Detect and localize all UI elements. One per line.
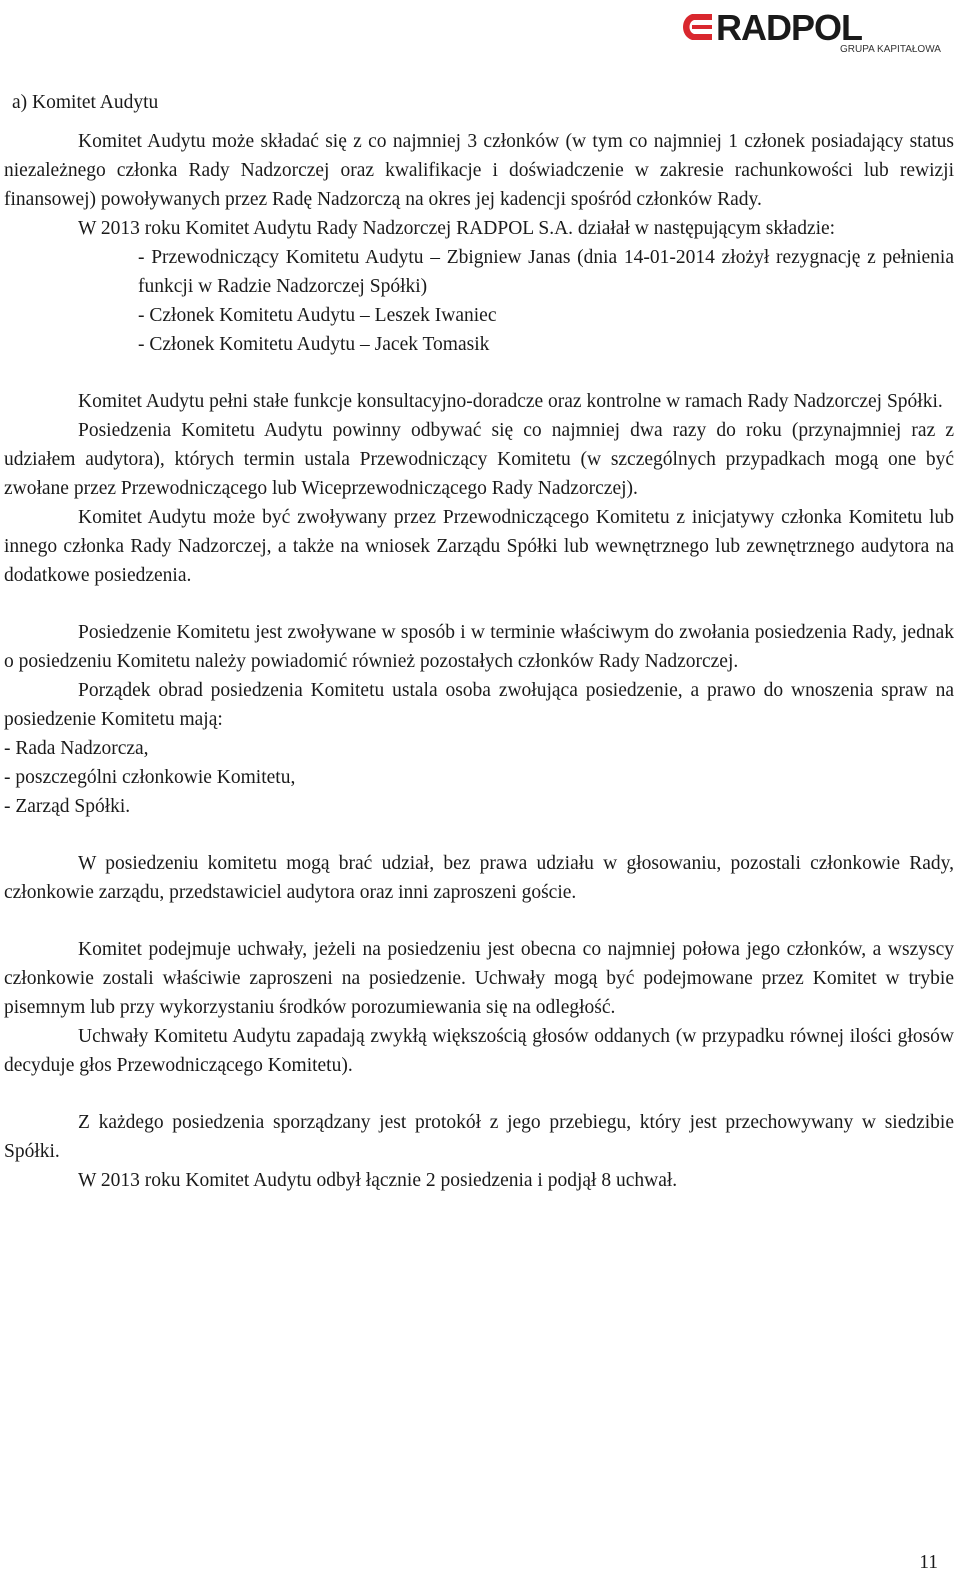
list-item: - poszczególni członkowie Komitetu, (4, 767, 296, 788)
rights-list (4, 734, 954, 821)
list-item: - Członek Komitetu Audytu – Leszek Iwaniec (138, 305, 497, 326)
paragraph-participants: W posiedzeniu komitetu mogą brać udział, bez prawa udziału w głosowaniu, pozostali członkowie Rady, członkowie zarządu, przedstawiciel audytora oraz inni zaproszeni goście. (4, 853, 954, 903)
paragraph-composition: Komitet Audytu może składać się z co najmniej 3 członków (w tym co najmniej 1 członek posiadający status niezależnego członka Rady Nadzorczej oraz kwalifikacje i doświadczenie w zakresie rachunkowości lub rewizji finansowej) powoływanych przez Radę Nadzorczą na okres jej kadencji spośród członków Rady. (4, 131, 954, 210)
paragraph-resolutions: Komitet podejmuje uchwały, jeżeli na posiedzeniu jest obecna co najmniej połowa jego członków, a wszyscy członkowie zostali właściwie zaproszeni na posiedzenie. Uchwały mogą być podejmowane przez Komitet w trybie pisemnym lub przy wykorzystaniu środków porozumiewania się na odległość. (4, 939, 954, 1018)
list-item: - Członek Komitetu Audytu – Jacek Tomasik (138, 334, 490, 355)
paragraph-meetings: Posiedzenia Komitetu Audytu powinny odbywać się co najmniej dwa razy do roku (przynajmniej raz z udziałem audytora), których termin ustala Przewodniczący Komitetu (w szczególnych przypadkach mogą one być zwołane przez Przewodniczącego lub Wiceprzewodniczącego Rady Nadzorczej). (4, 420, 954, 499)
paragraph-minutes: Z każdego posiedzenia sporządzany jest protokół z jego przebiegu, który jest przechowywany w siedzibie Spółki. (4, 1112, 954, 1162)
paragraph-voting: Uchwały Komitetu Audytu zapadają zwykłą większością głosów oddanych (w przypadku równej ilości głosów decyduje głos Przewodniczącego Komitetu). (4, 1026, 954, 1076)
section-heading: a) Komitet Audytu (12, 92, 159, 113)
logo-wordmark: RADPOL (716, 7, 862, 48)
list-item: - Przewodniczący Komitetu Audytu – Zbigniew Janas (dnia 14-01-2014 złożył rezygnację z pełnienia funkcji w Radzie Nadzorczej Spółki) (138, 247, 954, 297)
paragraph-members-intro: W 2013 roku Komitet Audytu Rady Nadzorczej RADPOL S.A. działał w następującym składzie: (78, 218, 836, 239)
paragraph-convening: Komitet Audytu może być zwoływany przez Przewodniczącego Komitetu z inicjatywy członka Komitetu lub innego członka Rady Nadzorczej, a także na wniosek Zarządu Spółki lub wewnętrznego lub zewnętrznego audytora na dodatkowe posiedzenia. (4, 507, 954, 586)
paragraph-agenda: Porządek obrad posiedzenia Komitetu ustala osoba zwołująca posiedzenie, a prawo do wnoszenia spraw na posiedzenie Komitetu mają: (4, 680, 954, 730)
list-item: - Rada Nadzorcza, (4, 738, 149, 759)
list-item: - Zarząd Spółki. (4, 796, 131, 817)
paragraph-meeting-notice: Posiedzenie Komitetu jest zwoływane w sposób i w terminie właściwym do zwołania posiedzenia Rady, jednak o posiedzeniu Komitetu należy powiadomić również pozostałych członków Rady Nadzorczej. (4, 622, 954, 672)
logo-subtitle: GRUPA KAPITAŁOWA (840, 44, 941, 55)
radpol-logo (678, 6, 948, 56)
paragraph-summary-2013: W 2013 roku Komitet Audytu odbył łącznie 2 posiedzenia i podjął 8 uchwał. (78, 1170, 678, 1191)
members-list (138, 243, 954, 359)
paragraph-functions: Komitet Audytu pełni stałe funkcje konsultacyjno-doradcze oraz kontrolne w ramach Rady Nadzorczej Spółki. (78, 391, 943, 412)
radpol-logo-icon (678, 6, 948, 56)
document-body (4, 88, 954, 1195)
page-number: 11 (919, 1552, 938, 1573)
